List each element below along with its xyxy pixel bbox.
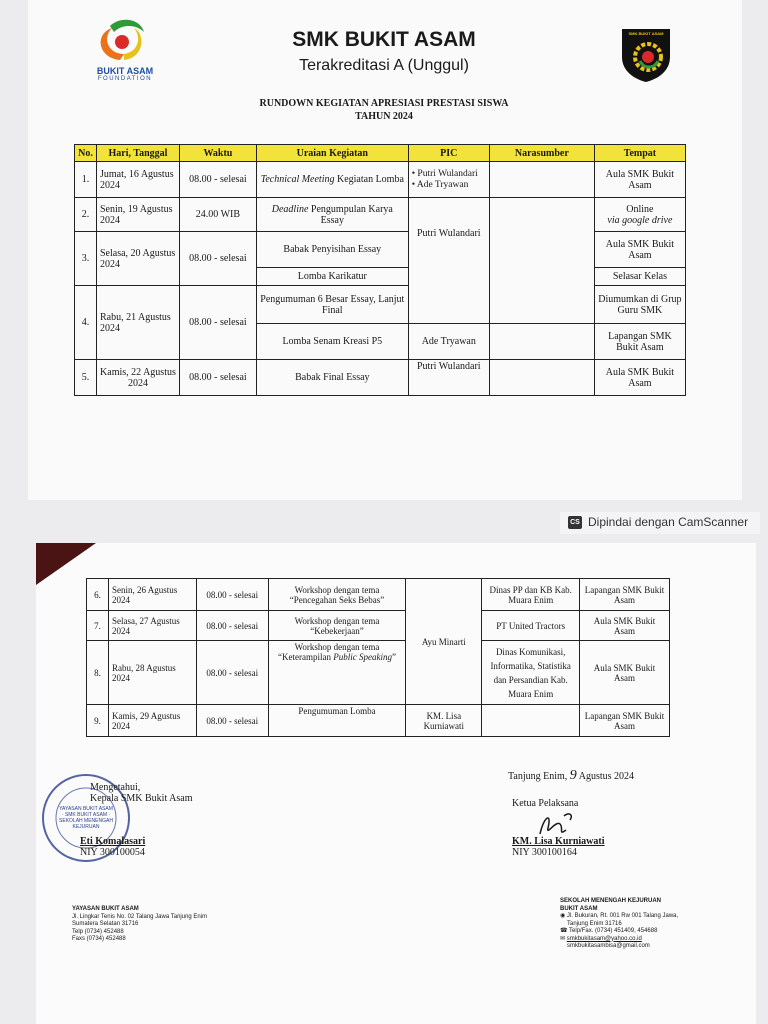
row-speaker [489, 162, 594, 198]
table-row [75, 360, 686, 396]
row-place: Aula SMK Bukit Asam [580, 611, 670, 641]
row-activity: Lomba Senam Kreasi P5 [256, 324, 408, 360]
school-logo [620, 27, 672, 83]
column-header: PIC [408, 145, 489, 162]
row-place: Lapangan SMK Bukit Asam [580, 705, 670, 737]
row-activity [268, 611, 406, 641]
row-activity: Babak Penyisihan Essay [256, 232, 408, 268]
row-activity [268, 641, 406, 705]
row-number: 6. [87, 579, 109, 611]
row-time: 08.00 - selesai [196, 641, 268, 705]
footer-school-address [560, 898, 678, 951]
place-date: Tanjung Enim, 9 Agustus 2024 [508, 768, 635, 783]
row-pic: Ayu Minarti [406, 579, 482, 705]
row-speaker: Dinas PP dan KB Kab. Muara Enim [482, 579, 580, 611]
row-activity: Babak Final Essay [256, 360, 408, 396]
row-date: Senin, 26 Agustus 2024 [108, 579, 196, 611]
row-time: 08.00 - selesai [196, 579, 268, 611]
row-place: Aula SMK Bukit Asam [594, 360, 685, 396]
row-pic: Putri Wulandari [408, 198, 489, 324]
row-time: 08.00 - selesai [179, 232, 256, 286]
school-logo-text: SMK BUKIT ASAM [628, 31, 664, 36]
footer-email: ✉ smkbukitasam@yahoo.co.id [560, 935, 642, 942]
stamp-text: YAYASAN BUKIT ASAM · SMK BUKIT ASAM · SEKOLAH MENENGAH KEJURUAN [59, 806, 113, 830]
camscanner-icon: CS [568, 516, 582, 529]
place-line: via google drive [607, 214, 673, 226]
row-number: 8. [87, 641, 109, 705]
right-signatory [512, 836, 605, 858]
footer-line: Faxs (0734) 452488 [72, 936, 126, 942]
column-header: No. [75, 145, 97, 162]
right-signatory-name: KM. Lisa Kurniawati [512, 836, 605, 847]
document-title: RUNDOWN KEGIATAN APRESIASI PRESTASI SISWA [259, 98, 509, 109]
pic-item: • Putri Wulandari [411, 168, 478, 179]
row-place: Aula SMK Bukit Asam [594, 162, 685, 198]
right-signatory-niy: NIY 300100164 [512, 847, 577, 858]
activity-line: “Pencegahan Seks Bebas” [289, 594, 385, 605]
row-date: Selasa, 20 Agustus 2024 [96, 232, 179, 286]
footer-line: SEKOLAH MENENGAH KEJURUAN [560, 898, 662, 904]
row-place [594, 198, 685, 232]
foundation-name: BUKIT ASAM [96, 66, 154, 76]
table-header-row [75, 145, 686, 162]
accreditation-text: Terakreditasi A (Unggul) [299, 57, 469, 74]
row-time: 24.00 WIB [179, 198, 256, 232]
column-header: Narasumber [489, 145, 594, 162]
row-activity: Pengumuman Lomba [268, 705, 406, 737]
left-signatory-niy: NIY 300100054 [80, 847, 145, 858]
footer-address: ◉ Jl. Bukuran, Rt. 001 Rw 001 Talang Jawa, [560, 913, 679, 919]
row-pic: Ade Tryawan [408, 324, 489, 360]
table-row [87, 705, 670, 737]
activity-line: Workshop dengan tema [294, 584, 380, 595]
row-date: Jumat, 16 Agustus 2024 [96, 162, 179, 198]
footer-line: BUKIT ASAM [560, 905, 598, 912]
row-place: Lapangan SMK Bukit Asam [580, 579, 670, 611]
row-pic: Putri Wulandari [408, 360, 489, 396]
footer-line: smkbukitasambisa@gmail.com [567, 943, 650, 949]
place-line: Online [626, 203, 654, 215]
activity-line: “Keterampilan Public Speaking” [278, 652, 396, 662]
activity-emphasis: Technical Meeting [260, 174, 335, 185]
footer-line: YAYASAN BUKIT ASAM [72, 906, 139, 912]
row-speaker [482, 705, 580, 737]
left-signatory [80, 836, 145, 858]
table-row [75, 232, 686, 268]
activity-text: Kegiatan Lomba [334, 174, 404, 185]
table-row [87, 611, 670, 641]
footer-line: Tanjung Enim 31716 [567, 920, 622, 927]
footer-phone: ☎ Telp/Fax. (0734) 451409, 454688 [560, 928, 658, 934]
row-number: 2. [75, 198, 97, 232]
row-speaker [489, 198, 594, 324]
row-time: 08.00 - selesai [179, 162, 256, 198]
camscanner-badge [560, 512, 760, 534]
activity-text: Pengumpulan Karya Essay [308, 203, 393, 226]
row-number: 7. [87, 611, 109, 641]
row-activity [256, 162, 408, 198]
row-number: 3. [75, 232, 97, 286]
row-speaker [489, 324, 594, 360]
rundown-table-page-1 [74, 144, 686, 396]
table-row [75, 162, 686, 198]
row-place: Aula SMK Bukit Asam [580, 641, 670, 705]
column-header: Uraian Kegiatan [256, 145, 408, 162]
row-number: 9. [87, 705, 109, 737]
table-row [87, 641, 670, 705]
row-pic [408, 162, 489, 198]
footer-foundation-address [72, 906, 207, 944]
left-signatory-name: Eti Komalasari [80, 836, 146, 847]
activity-line: “Kebekerjaan” [310, 625, 364, 636]
location-icon: ◉ [560, 913, 567, 919]
row-activity [268, 579, 406, 611]
row-activity [256, 198, 408, 232]
row-speaker [489, 360, 594, 396]
activity-line: Workshop dengan tema [294, 642, 380, 652]
footer-line: Telp (0734) 452488 [72, 928, 124, 935]
row-date: Rabu, 28 Agustus 2024 [108, 641, 196, 705]
row-date: Kamis, 29 Agustus 2024 [108, 705, 196, 737]
row-place: Lapangan SMK Bukit Asam [594, 324, 685, 360]
phone-icon: ☎ [560, 928, 570, 934]
activity-emphasis: Deadline [271, 203, 309, 215]
row-time: 08.00 - selesai [196, 611, 268, 641]
footer-line: Jl. Lingkar Tenis No. 02 Talang Jawa Tanjung Enim [72, 913, 208, 920]
row-time: 08.00 - selesai [179, 360, 256, 396]
row-date: Senin, 19 Agustus 2024 [96, 198, 179, 232]
row-speaker: Dinas Komunikasi, Informatika, Statistika dan Persandian Kab. Muara Enim [482, 641, 580, 705]
right-role: Ketua Pelaksana [512, 798, 579, 809]
row-date: Rabu, 21 Agustus 2024 [96, 286, 179, 360]
footer-line: Sumatera Selatan 31716 [72, 921, 139, 927]
table-row [75, 286, 686, 324]
foundation-sub: FOUNDATION [97, 76, 153, 82]
pic-item: • Ade Tryawan [411, 179, 469, 190]
column-header: Tempat [594, 145, 685, 162]
foundation-logo [80, 16, 170, 88]
row-date: Selasa, 27 Agustus 2024 [108, 611, 196, 641]
row-time: 08.00 - selesai [196, 705, 268, 737]
row-place: Aula SMK Bukit Asam [594, 232, 685, 268]
row-speaker: PT United Tractors [482, 611, 580, 641]
table-row [75, 198, 686, 232]
activity-line: Workshop dengan tema [294, 615, 380, 626]
row-activity: Pengumuman 6 Besar Essay, Lanjut Final [256, 286, 408, 324]
row-number: 1. [75, 162, 97, 198]
row-time: 08.00 - selesai [179, 286, 256, 360]
rundown-table-page-2 [86, 578, 670, 737]
column-header: Waktu [179, 145, 256, 162]
row-place: Selasar Kelas [594, 268, 685, 286]
row-pic: KM. Lisa Kurniawati [406, 705, 482, 737]
column-header: Hari, Tanggal [96, 145, 179, 162]
row-number: 5. [75, 360, 97, 396]
camscanner-label: Dipindai dengan CamScanner [588, 515, 749, 529]
row-number: 4. [75, 286, 97, 360]
row-place: Diumumkan di Grup Guru SMK [594, 286, 685, 324]
approval-label: Mengetahui, [90, 782, 141, 793]
row-date: Kamis, 22 Agustus 2024 [96, 360, 179, 396]
left-signature-block [90, 782, 193, 804]
mail-icon: ✉ [560, 935, 567, 942]
approval-role: Kepala SMK Bukit Asam [90, 793, 193, 804]
table-row [87, 579, 670, 611]
document-year: TAHUN 2024 [355, 111, 413, 122]
row-activity: Lomba Karikatur [256, 268, 408, 286]
school-title: SMK BUKIT ASAM [292, 28, 476, 51]
